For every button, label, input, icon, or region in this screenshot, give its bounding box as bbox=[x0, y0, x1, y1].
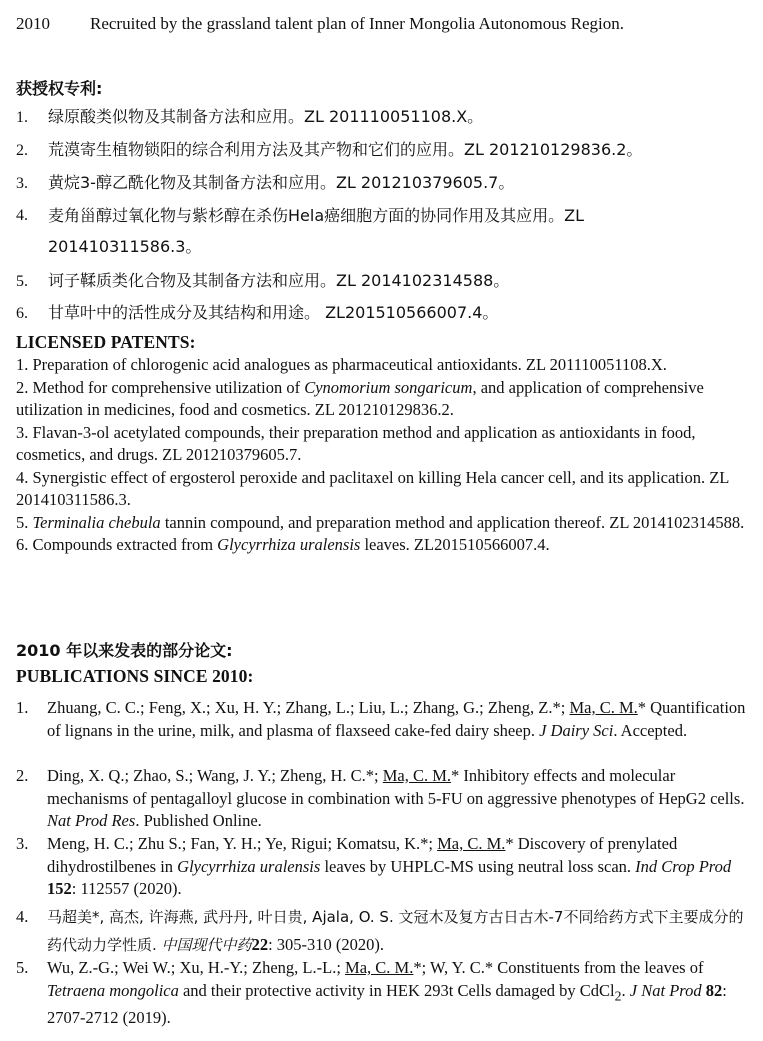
publication-body: Wu, Z.-G.; Wei W.; Xu, H.-Y.; Zheng, L.-L.; Ma, C. M.*; W, Y. C.* Constituents from the leaves of Tetraena mongolica and their protective activity in HEK 293t Cells damaged by CdCl$_2$. J Nat Prod 82: 2707-2712 (2019). bbox=[47, 958, 727, 1028]
publication-num: 3. bbox=[16, 834, 29, 853]
patent-cn-item bbox=[16, 167, 756, 199]
publication-num: 1. bbox=[16, 698, 29, 717]
patent-cn-item bbox=[16, 101, 756, 133]
publication-body: Meng, H. C.; Zhu S.; Fan, Y. H.; Ye, Rigui; Komatsu, K.*; Ma, C. M.* Discovery of prenylated dihydrostilbenes in Glycyrrhiza uralensis leaves by UHPLC-MS using neutral loss scan. Ind Crop Prod 152: 112557 (2020). bbox=[47, 834, 732, 898]
publication-item bbox=[16, 833, 756, 901]
publication-item bbox=[16, 765, 756, 833]
patent-cn-text: 绿原酸类似物及其制备方法和应用。ZL 201110051108.X。 bbox=[48, 107, 484, 126]
patent-cn-num: 6. bbox=[16, 305, 28, 322]
patent-cn-text: 麦角甾醇过氧化物与紫杉醇在杀伤Hela癌细胞方面的协同作用及其应用。ZL 201410311586.3。 bbox=[48, 206, 585, 256]
publications-heading: PUBLICATIONS SINCE 2010: bbox=[16, 666, 254, 686]
patent-cn-text: 甘草叶中的活性成分及其结构和用途。 ZL201510566007.4。 bbox=[48, 303, 499, 322]
patent-cn-item bbox=[16, 200, 726, 262]
publication-num: 4. bbox=[16, 907, 29, 926]
header-year: 2010 bbox=[16, 14, 50, 33]
licensed-patent-item: 2. Method for comprehensive utilization of Cynomorium songaricum, and application of comprehensive utilization in medicines, food and cosmetics. ZL 201210129836.2. bbox=[16, 377, 704, 419]
patent-cn-num: 3. bbox=[16, 175, 28, 192]
patent-cn-num: 4. bbox=[16, 207, 28, 224]
patents-cn-heading: 获授权专利: bbox=[16, 79, 103, 98]
publication-item bbox=[16, 903, 756, 959]
publication-body: 马超美*, 高杰, 许海燕, 武丹丹, 叶日贵, Ajala, O. S. 文冠木及复方古日古木-7不同给药方式下主要成分的药代动力学性质. 中国现代中药22: 305-310 (2020). bbox=[47, 908, 744, 954]
publication-body: Ding, X. Q.; Zhao, S.; Wang, J. Y.; Zheng, H. C.*; Ma, C. M.* Inhibitory effects and molecular mechanisms of pentagalloyl glucose in combination with 5-FU on aggressive phenotypes of HepG2 cells. Nat Prod Res. Published Online. bbox=[47, 766, 745, 830]
patent-cn-item bbox=[16, 297, 756, 329]
patent-cn-text: 荒漠寄生植物锁阳的综合利用方法及其产物和它们的应用。ZL 201210129836.2。 bbox=[48, 140, 643, 159]
header-line bbox=[16, 14, 753, 34]
publications-cn-heading: 2010 年以来发表的部分论文: bbox=[16, 641, 233, 660]
patent-cn-text: 黄烷3-醇乙酰化物及其制备方法和应用。ZL 201210379605.7。 bbox=[48, 173, 515, 192]
licensed-patent-item: 3. Flavan-3-ol acetylated compounds, their preparation method and application as antioxidants in food, cosmetics, and drugs. ZL 201210379605.7. bbox=[16, 422, 696, 464]
licensed-patents-heading: LICENSED PATENTS: bbox=[16, 332, 196, 352]
licensed-patents-list bbox=[16, 354, 756, 557]
patent-cn-num: 2. bbox=[16, 142, 28, 159]
publication-item bbox=[16, 957, 756, 1030]
publication-body: Zhuang, C. C.; Feng, X.; Xu, H. Y.; Zhang, L.; Liu, L.; Zhang, G.; Zheng, Z.*; Ma, C. M.* Quantification of lignans in the urine, milk, and plasma of flaxseed cake-fed dairy sheep. J Dairy Sci. Accepted. bbox=[47, 698, 746, 740]
publication-num: 5. bbox=[16, 958, 29, 977]
licensed-patent-item: 5. Terminalia chebula tannin compound, and preparation method and application thereof. ZL 2014102314588. bbox=[16, 512, 745, 532]
licensed-patent-item: 4. Synergistic effect of ergosterol peroxide and paclitaxel on killing Hela cancer cell, and its application. ZL 201410311586.3. bbox=[16, 467, 729, 509]
licensed-patent-item: 6. Compounds extracted from Glycyrrhiza uralensis leaves. ZL201510566007.4. bbox=[16, 535, 550, 554]
publication-item bbox=[16, 697, 756, 742]
patent-cn-num: 5. bbox=[16, 273, 28, 290]
patent-cn-item bbox=[16, 134, 756, 166]
patent-cn-item bbox=[16, 265, 756, 297]
patent-cn-text: 诃子鞣质类化合物及其制备方法和应用。ZL 2014102314588。 bbox=[48, 271, 510, 290]
publication-num: 2. bbox=[16, 766, 29, 785]
header-text: Recruited by the grassland talent plan of Inner Mongolia Autonomous Region. bbox=[90, 14, 624, 33]
patent-cn-num: 1. bbox=[16, 109, 28, 126]
licensed-patent-item: 1. Preparation of chlorogenic acid analogues as pharmaceutical antioxidants. ZL 201110051108.X. bbox=[16, 355, 667, 374]
